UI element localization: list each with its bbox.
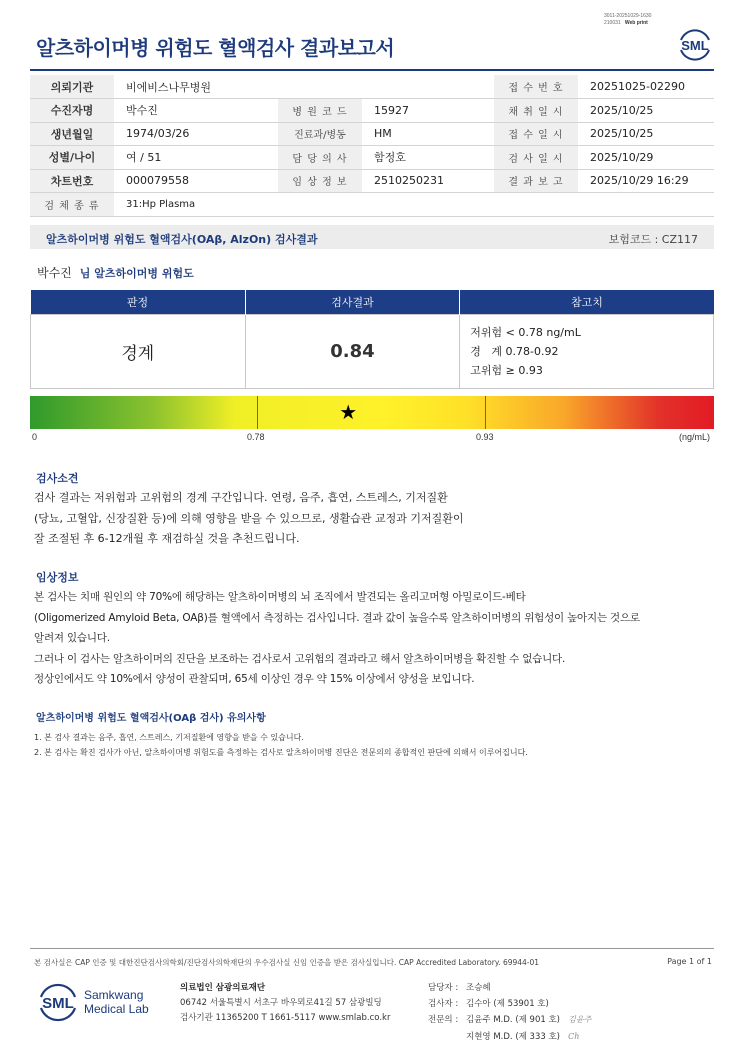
value-chart-no: 000079558 [114, 169, 278, 193]
footer-brand [84, 988, 149, 1016]
label-chart-no: 차트번호 [30, 169, 114, 193]
patient-desc: 님 알츠하이머병 위험도 [79, 267, 194, 280]
staff-name: 지현영 M.D. (제 333 호) [466, 1031, 561, 1042]
staff-role: 검사자 : [428, 998, 459, 1009]
gauge-divider-low [257, 396, 258, 429]
staff-role: 담당자 : [428, 983, 459, 993]
staff-row [428, 981, 591, 997]
signature-image: 김윤주 [568, 1015, 592, 1024]
clinical-line: 본 검사는 치매 원인의 약 70%에 해당하는 알츠하이머병의 뇌 조직에서 발견되는 올리고머형 아밀로이드-베타 [34, 591, 526, 603]
label-test-date: 검 사 일 시 [494, 146, 578, 170]
label-hospital-code: 병 원 코 드 [278, 99, 362, 123]
value-requester: 비에비스나무병원 [114, 75, 494, 99]
footer-staff [428, 981, 591, 1045]
label-department: 진료과/병동 [278, 122, 362, 146]
label-specimen: 검 체 종 류 [30, 193, 114, 217]
clinical-text [34, 587, 714, 690]
info-row [30, 146, 714, 170]
label-birthdate: 생년월일 [30, 122, 114, 146]
clinical-title: 임상정보 [36, 571, 79, 584]
value-department: HM [362, 122, 494, 146]
info-row [30, 122, 714, 146]
value-report-date: 2025/10/29 16:29 [578, 169, 714, 193]
clinical-line: (Oligomerized Amyloid Beta, OAβ)를 혈액에서 측정하는 검사입니다. 결과 값이 높을수록 알츠하이머병의 위험성이 높아지는 것으로 [34, 611, 640, 624]
brand-line1: Samkwang [84, 988, 144, 1002]
footer-certification: 본 검사실은 CAP 인증 및 대한진단검사의학회/진단검사의학재단의 우수검사실 신임 인증을 받은 검사실입니다. CAP Accredited Laboratory. 69944-01 [34, 958, 540, 967]
org-address: 06742 서울특별시 서초구 바우뫼로41길 57 삼광빌딩 [180, 998, 382, 1008]
org-name: 의료법인 삼광의료재단 [180, 983, 266, 993]
brand-line2: Medical Lab [84, 1002, 149, 1016]
clinical-line: 알려져 있습니다. [34, 632, 110, 644]
value-hospital-code: 15927 [362, 99, 494, 123]
result-value: 0.84 [245, 314, 460, 388]
ref-high: 고위험 ≥ 0.93 [470, 363, 543, 377]
staff-name: 김수아 (제 53901 호) [466, 998, 549, 1009]
label-requester: 의뢰기관 [30, 75, 114, 99]
org-contact: 검사기관 11365200 T 1661-5117 www.smlab.co.kr [180, 1013, 391, 1023]
cautions-list [34, 730, 528, 760]
header-judgement: 판정 [31, 290, 246, 314]
info-row [30, 75, 714, 99]
value-sex-age: 여 / 51 [114, 146, 278, 170]
patient-heading [37, 264, 194, 281]
findings-title: 검사소견 [36, 472, 79, 485]
gauge-tick-0: 0 [32, 432, 38, 442]
result-section-title: 알츠하이머병 위험도 혈액검사(OAβ, AlzOn) 검사결과 [46, 233, 318, 246]
label-doctor: 담 당 의 사 [278, 146, 362, 170]
top-rule [30, 69, 714, 71]
caution-item: 2. 본 검사는 확진 검사가 아닌, 알츠하이머병 위험도를 측정하는 검사로 알츠하이머병 진단은 전문의의 종합적인 판단에 의해서 이루어집니다. [34, 748, 528, 757]
findings-line: 검사 결과는 저위험과 고위험의 경계 구간입니다. 연령, 음주, 흡연, 스트레스, 기저질환 [34, 491, 448, 504]
value-collection-date: 2025/10/25 [578, 99, 714, 123]
insurance-code: 보험코드 : CZ117 [608, 233, 698, 246]
info-row [30, 169, 714, 193]
label-patient-name: 수진자명 [30, 99, 114, 123]
findings-line: (당뇨, 고혈압, 신장질환 등)에 의해 영향을 받을 수 있으므로, 생활습관 교정과 기저질환이 [34, 511, 464, 525]
ref-low: 저위험 < 0.78 ng/mL [470, 325, 581, 339]
footer-sml-logo [36, 980, 80, 1028]
ref-border: 경 계 0.78-0.92 [470, 344, 559, 358]
findings-text [34, 488, 714, 550]
info-row [30, 99, 714, 123]
label-receipt-date: 접 수 일 시 [494, 122, 578, 146]
result-section-bar [30, 225, 714, 249]
header-reference: 참고치 [460, 290, 714, 314]
web-print-label: Web print [624, 20, 648, 26]
value-clinical-info: 2510250231 [362, 169, 494, 193]
staff-row [428, 997, 591, 1013]
staff-row [428, 1012, 591, 1029]
gauge-unit: (ng/mL) [678, 432, 710, 442]
logo-text: SML [681, 38, 709, 53]
value-specimen: 31:Hp Plasma [114, 193, 714, 217]
footer-organization [180, 981, 390, 1026]
clinical-line: 그러나 이 검사는 알츠하이머의 진단을 보조하는 검사로서 고위험의 결과라고 해서 알츠하이머병을 확진할 수 없습니다. [34, 652, 566, 665]
reference-values [460, 314, 714, 388]
footer-logo-text: SML [42, 995, 74, 1012]
label-sex-age: 성별/나이 [30, 146, 114, 170]
clinical-line: 정상인에서도 약 10%에서 양성이 관찰되며, 65세 이상인 경우 약 15% 이상에서 양성을 보입니다. [34, 673, 475, 685]
findings-line: 잘 조절된 후 6-12개월 후 재검하실 것을 추천드립니다. [34, 532, 300, 545]
value-test-date: 2025/10/29 [578, 146, 714, 170]
gauge-divider-high [485, 396, 486, 429]
value-receipt-date: 2025/10/25 [578, 122, 714, 146]
signature-image: Ch [568, 1031, 580, 1041]
gauge-tick-high: 0.93 [476, 432, 494, 442]
document-code [604, 13, 651, 27]
staff-role: 전문의 : [428, 1015, 459, 1025]
staff-name: 김윤주 M.D. (제 901 호) [466, 1015, 561, 1025]
label-receipt-no: 접 수 번 호 [494, 75, 578, 99]
info-row [30, 193, 714, 217]
label-clinical-info: 임 상 정 보 [278, 169, 362, 193]
caution-item: 1. 본 검사 결과는 음주, 흡연, 스트레스, 기저질환에 영향을 받을 수 있습니다. [34, 733, 304, 742]
patient-info-table [30, 75, 714, 217]
staff-name: 조승혜 [466, 983, 491, 993]
result-table [30, 290, 714, 389]
value-receipt-no: 20251025-02290 [578, 75, 714, 99]
header-result: 검사결과 [245, 290, 460, 314]
judgement-value: 경계 [31, 314, 246, 388]
staff-row [428, 1029, 591, 1046]
doc-code-line1: 3011-20251029-1630 [604, 13, 652, 19]
value-birthdate: 1974/03/26 [114, 122, 278, 146]
label-report-date: 결 과 보 고 [494, 169, 578, 193]
page-number: Page 1 of 1 [667, 957, 712, 966]
gauge-tick-low: 0.78 [247, 432, 265, 442]
risk-gauge-bar [30, 396, 714, 429]
page-title: 알츠하이머병 위험도 혈액검사 결과보고서 [36, 36, 395, 60]
value-doctor: 함정호 [362, 146, 494, 170]
footer-rule [30, 948, 714, 949]
patient-name: 박수진 [37, 266, 72, 280]
label-collection-date: 채 취 일 시 [494, 99, 578, 123]
value-patient-name: 박수진 [114, 99, 278, 123]
cautions-title: 알츠하이머병 위험도 혈액검사(OAβ 검사) 유의사항 [36, 713, 266, 724]
sml-logo [676, 26, 714, 68]
gauge-marker-star-icon: ★ [339, 400, 358, 424]
doc-code-line2: 210031 [604, 20, 621, 26]
